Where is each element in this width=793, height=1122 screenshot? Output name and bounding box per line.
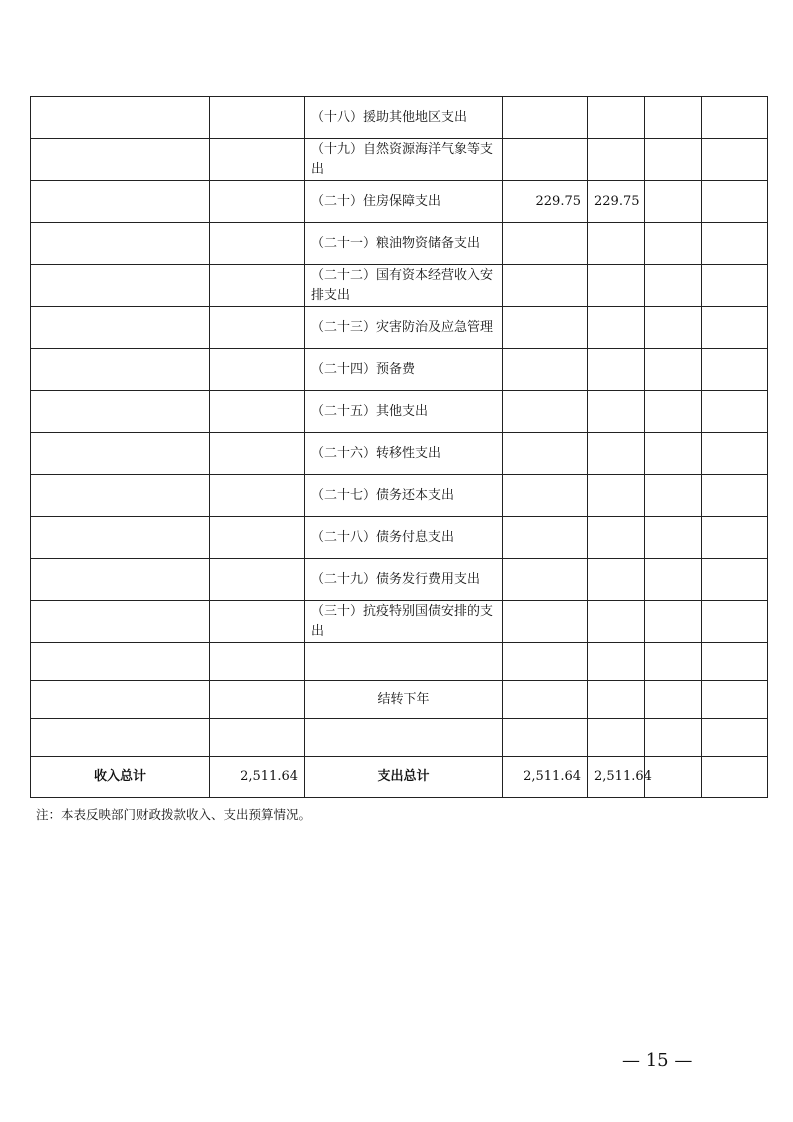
expense-item: （二十三）灾害防治及应急管理 xyxy=(305,307,503,349)
amount-cell xyxy=(503,601,588,643)
expense-total-label: 支出总计 xyxy=(305,757,503,798)
amount-cell xyxy=(588,475,645,517)
table-row xyxy=(31,139,768,181)
table-row xyxy=(31,349,768,391)
amount-cell xyxy=(588,349,645,391)
expense-item: （二十九）债务发行费用支出 xyxy=(305,559,503,601)
expense-item: （二十八）债务付息支出 xyxy=(305,517,503,559)
amount-cell xyxy=(588,559,645,601)
empty-row xyxy=(31,643,768,681)
amount-cell xyxy=(503,517,588,559)
amount-cell xyxy=(588,223,645,265)
table-row xyxy=(31,517,768,559)
amount-cell xyxy=(588,601,645,643)
expense-item: （二十）住房保障支出 xyxy=(305,181,503,223)
expense-item: （二十五）其他支出 xyxy=(305,391,503,433)
amount-cell xyxy=(503,349,588,391)
amount-cell xyxy=(503,307,588,349)
table-row xyxy=(31,475,768,517)
amount-cell xyxy=(588,139,645,181)
table-row xyxy=(31,265,768,307)
income-total-label: 收入总计 xyxy=(31,757,210,798)
page-number: — 15 — xyxy=(622,1050,693,1071)
amount-cell xyxy=(503,223,588,265)
expense-item: （十九）自然资源海洋气象等支出 xyxy=(305,139,503,181)
expense-item: （三十）抗疫特别国债安排的支出 xyxy=(305,601,503,643)
table-row xyxy=(31,559,768,601)
amount-cell xyxy=(503,97,588,139)
amount-cell xyxy=(588,391,645,433)
amount-cell xyxy=(503,139,588,181)
carry-forward-row xyxy=(31,681,768,719)
amount-cell: 229.75 xyxy=(588,181,645,223)
amount-cell xyxy=(503,265,588,307)
amount-cell xyxy=(503,475,588,517)
expense-total-col5-value: 2,511.64 xyxy=(588,757,645,798)
amount-cell xyxy=(588,433,645,475)
amount-cell xyxy=(503,559,588,601)
amount-cell: 229.75 xyxy=(503,181,588,223)
table-row xyxy=(31,601,768,643)
budget-table xyxy=(30,96,768,798)
amount-cell xyxy=(588,307,645,349)
expense-item: （十八）援助其他地区支出 xyxy=(305,97,503,139)
carry-forward-label: 结转下年 xyxy=(305,681,503,719)
amount-cell xyxy=(503,433,588,475)
totals-row xyxy=(31,757,768,798)
expense-item: （二十一）粮油物资储备支出 xyxy=(305,223,503,265)
expense-total-value: 2,511.64 xyxy=(503,757,588,798)
table-row xyxy=(31,433,768,475)
amount-cell xyxy=(588,517,645,559)
table-row xyxy=(31,181,768,223)
amount-cell xyxy=(503,391,588,433)
amount-cell xyxy=(588,265,645,307)
amount-cell xyxy=(588,97,645,139)
expense-item: （二十二）国有资本经营收入安排支出 xyxy=(305,265,503,307)
table-note: 注：本表反映部门财政拨款收入、支出预算情况。 xyxy=(36,807,312,822)
empty-row xyxy=(31,719,768,757)
expense-item: （二十六）转移性支出 xyxy=(305,433,503,475)
table-row xyxy=(31,97,768,139)
table-row xyxy=(31,223,768,265)
expense-item: （二十四）预备费 xyxy=(305,349,503,391)
expense-item: （二十七）债务还本支出 xyxy=(305,475,503,517)
income-total-value: 2,511.64 xyxy=(210,757,305,798)
table-row xyxy=(31,307,768,349)
table-row xyxy=(31,391,768,433)
